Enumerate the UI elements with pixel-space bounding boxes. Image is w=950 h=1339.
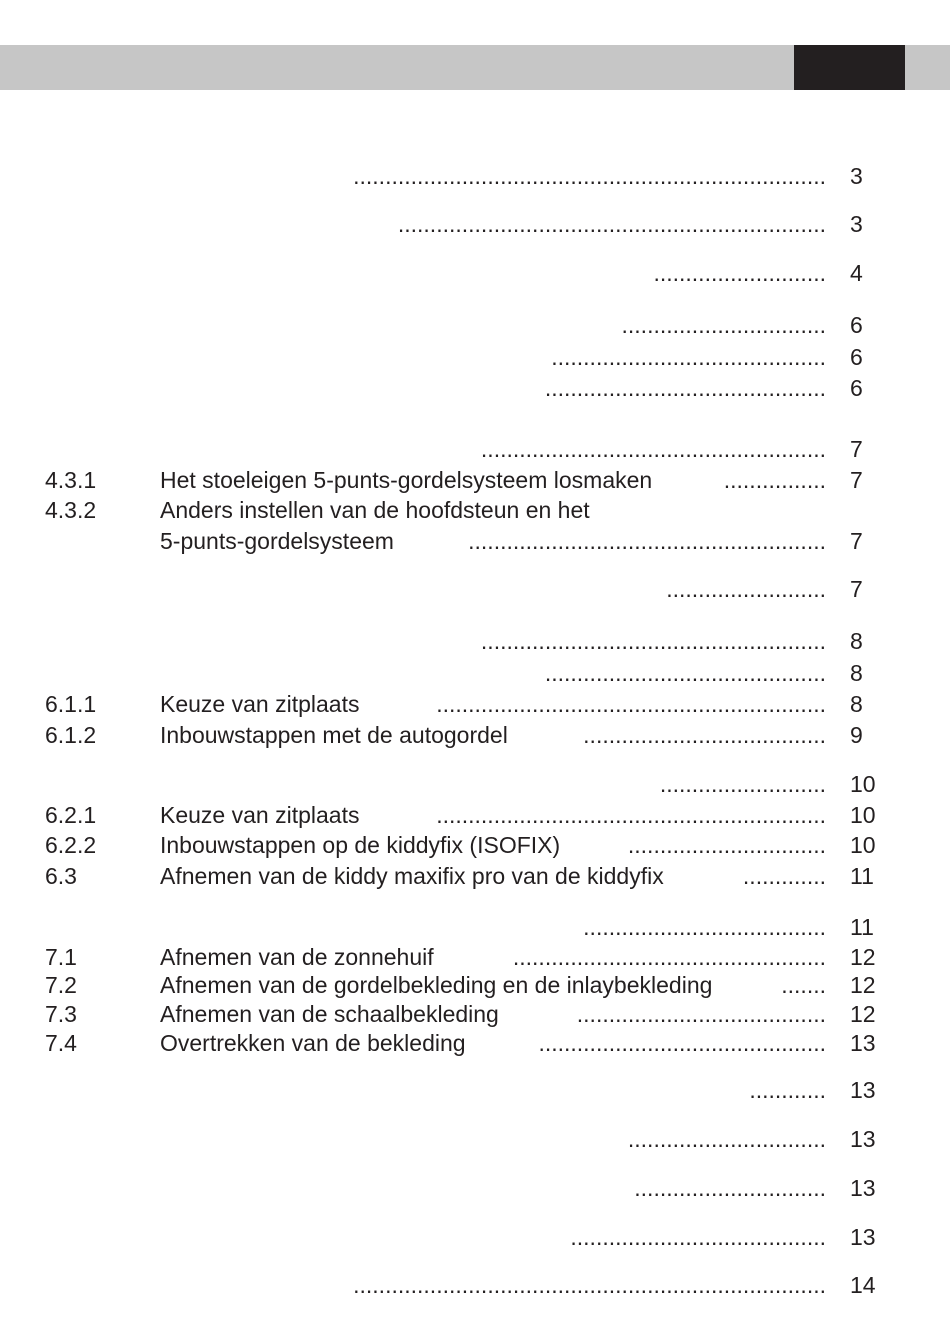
toc-page-number: 13	[850, 1126, 876, 1152]
toc-row[interactable]	[0, 209, 950, 239]
header-page-block	[794, 45, 905, 90]
toc-row[interactable]	[0, 1075, 950, 1105]
toc-number: 7.3	[45, 1001, 77, 1027]
toc-page-number: 4	[850, 260, 863, 286]
toc-number: 7.4	[45, 1030, 77, 1056]
toc-leader: ............	[749, 1077, 826, 1103]
toc-page-number: 3	[850, 163, 863, 189]
toc-row[interactable]	[0, 526, 950, 556]
toc-page-number: 6	[850, 344, 863, 370]
toc-page-number: 11	[850, 863, 874, 889]
toc-leader: ..........................	[659, 771, 826, 797]
toc-row[interactable]	[0, 465, 950, 495]
toc-page-number: 7	[850, 576, 863, 602]
toc-number: 6.1.1	[45, 691, 97, 717]
toc-page-number: 13	[850, 1077, 876, 1103]
toc-title: Afnemen van de gordelbekleding en de inlaybekleding	[160, 972, 713, 998]
toc-leader: ...................................................................	[397, 211, 826, 237]
toc-page-number: 6	[850, 375, 863, 401]
toc-row[interactable]	[0, 658, 950, 688]
toc-title: Afnemen van de kiddy maxifix pro van de kiddyfix	[160, 863, 664, 889]
toc-leader: ......................................................	[480, 628, 826, 654]
toc-page-number: 10	[850, 771, 876, 797]
toc-row[interactable]	[0, 942, 950, 972]
toc-leader: ................	[723, 467, 826, 493]
toc-leader: ...............................	[627, 1126, 826, 1152]
toc-page-number: 6	[850, 312, 863, 338]
toc-number: 7.2	[45, 972, 77, 998]
toc-row[interactable]	[0, 861, 950, 891]
toc-row[interactable]	[0, 342, 950, 372]
toc-title: Keuze van zitplaats	[160, 802, 360, 828]
toc-row[interactable]	[0, 495, 950, 525]
toc-page-number: 10	[850, 832, 876, 858]
toc-row[interactable]	[0, 258, 950, 288]
toc-leader: ............................................	[544, 375, 826, 401]
toc-row[interactable]	[0, 689, 950, 719]
toc-page-number: 8	[850, 660, 863, 686]
toc-leader: .............................................	[538, 1030, 826, 1056]
toc-row[interactable]	[0, 769, 950, 799]
toc-title: Keuze van zitplaats	[160, 691, 360, 717]
toc-row[interactable]	[0, 1124, 950, 1154]
toc-number: 4.3.2	[45, 497, 97, 523]
toc-title: Anders instellen van de hoofdsteun en het	[160, 497, 590, 523]
toc-leader: ......................................	[583, 914, 826, 940]
toc-leader: ...........................................	[551, 344, 826, 370]
toc-leader: ...........................	[653, 260, 826, 286]
toc-row[interactable]	[0, 373, 950, 403]
toc-page-number: 12	[850, 1001, 876, 1027]
toc-row[interactable]	[0, 434, 950, 464]
toc-row[interactable]	[0, 1270, 950, 1300]
toc-page-number: 7	[850, 528, 863, 554]
toc-leader: .......................................	[576, 1001, 826, 1027]
toc-title: Afnemen van de zonnehuif	[160, 944, 434, 970]
toc-page-number: 8	[850, 628, 863, 654]
toc-row[interactable]	[0, 830, 950, 860]
toc-row[interactable]	[0, 626, 950, 656]
toc-title: 5-punts-gordelsysteem	[160, 528, 394, 554]
toc-row[interactable]	[0, 161, 950, 191]
toc-page-number: 9	[850, 722, 863, 748]
toc-title: Het stoeleigen 5-punts-gordelsysteem losmaken	[160, 467, 653, 493]
toc-page-number: 13	[850, 1030, 876, 1056]
toc-leader: ...............................	[627, 832, 826, 858]
toc-row[interactable]	[0, 720, 950, 750]
toc-leader: .............................................................	[436, 691, 826, 717]
toc-number: 6.2.1	[45, 802, 97, 828]
toc-title: Inbouwstappen op de kiddyfix (ISOFIX)	[160, 832, 561, 858]
toc-title: Inbouwstappen met de autogordel	[160, 722, 508, 748]
toc-page-number: 8	[850, 691, 863, 717]
toc-leader: .........................	[666, 576, 826, 602]
toc-leader: ........................................	[570, 1224, 826, 1250]
toc-page-number: 7	[850, 436, 863, 462]
toc-row[interactable]	[0, 1173, 950, 1203]
toc-number: 7.1	[45, 944, 77, 970]
toc-number: 6.2.2	[45, 832, 97, 858]
toc-page-number: 11	[850, 914, 874, 940]
toc-leader: ......................................	[583, 722, 826, 748]
toc-page-number: 10	[850, 802, 876, 828]
toc-row[interactable]	[0, 912, 950, 942]
toc-row[interactable]	[0, 1222, 950, 1252]
toc-leader: ............................................	[544, 660, 826, 686]
toc-number: 4.3.1	[45, 467, 97, 493]
toc-title: Afnemen van de schaalbekleding	[160, 1001, 499, 1027]
toc-leader: ..........................................................................	[353, 163, 826, 189]
toc-leader: ..............................	[634, 1175, 826, 1201]
toc-page-number: 13	[850, 1175, 876, 1201]
toc-page-number: 3	[850, 211, 863, 237]
toc-row[interactable]	[0, 999, 950, 1029]
toc-page-number: 13	[850, 1224, 876, 1250]
toc-number: 6.3	[45, 863, 77, 889]
toc-page-number: 12	[850, 944, 876, 970]
toc-row[interactable]	[0, 574, 950, 604]
toc-leader: ..........................................................................	[353, 1272, 826, 1298]
toc-leader: ................................	[621, 312, 826, 338]
toc-row[interactable]	[0, 970, 950, 1000]
toc-row[interactable]	[0, 800, 950, 830]
toc-page-number: 12	[850, 972, 876, 998]
toc-leader: ......................................................	[480, 436, 826, 462]
toc-row[interactable]	[0, 310, 950, 340]
toc-leader: .............................................................	[436, 802, 826, 828]
toc-leader: .............	[742, 863, 826, 889]
toc-title: Overtrekken van de bekleding	[160, 1030, 466, 1056]
toc-leader: .................................................	[512, 944, 826, 970]
toc-page-number: 14	[850, 1272, 876, 1298]
toc-leader: ........................................................	[468, 528, 826, 554]
toc-page-number: 7	[850, 467, 863, 493]
toc-number: 6.1.2	[45, 722, 97, 748]
toc-row[interactable]	[0, 1028, 950, 1058]
toc-leader: .......	[781, 972, 826, 998]
